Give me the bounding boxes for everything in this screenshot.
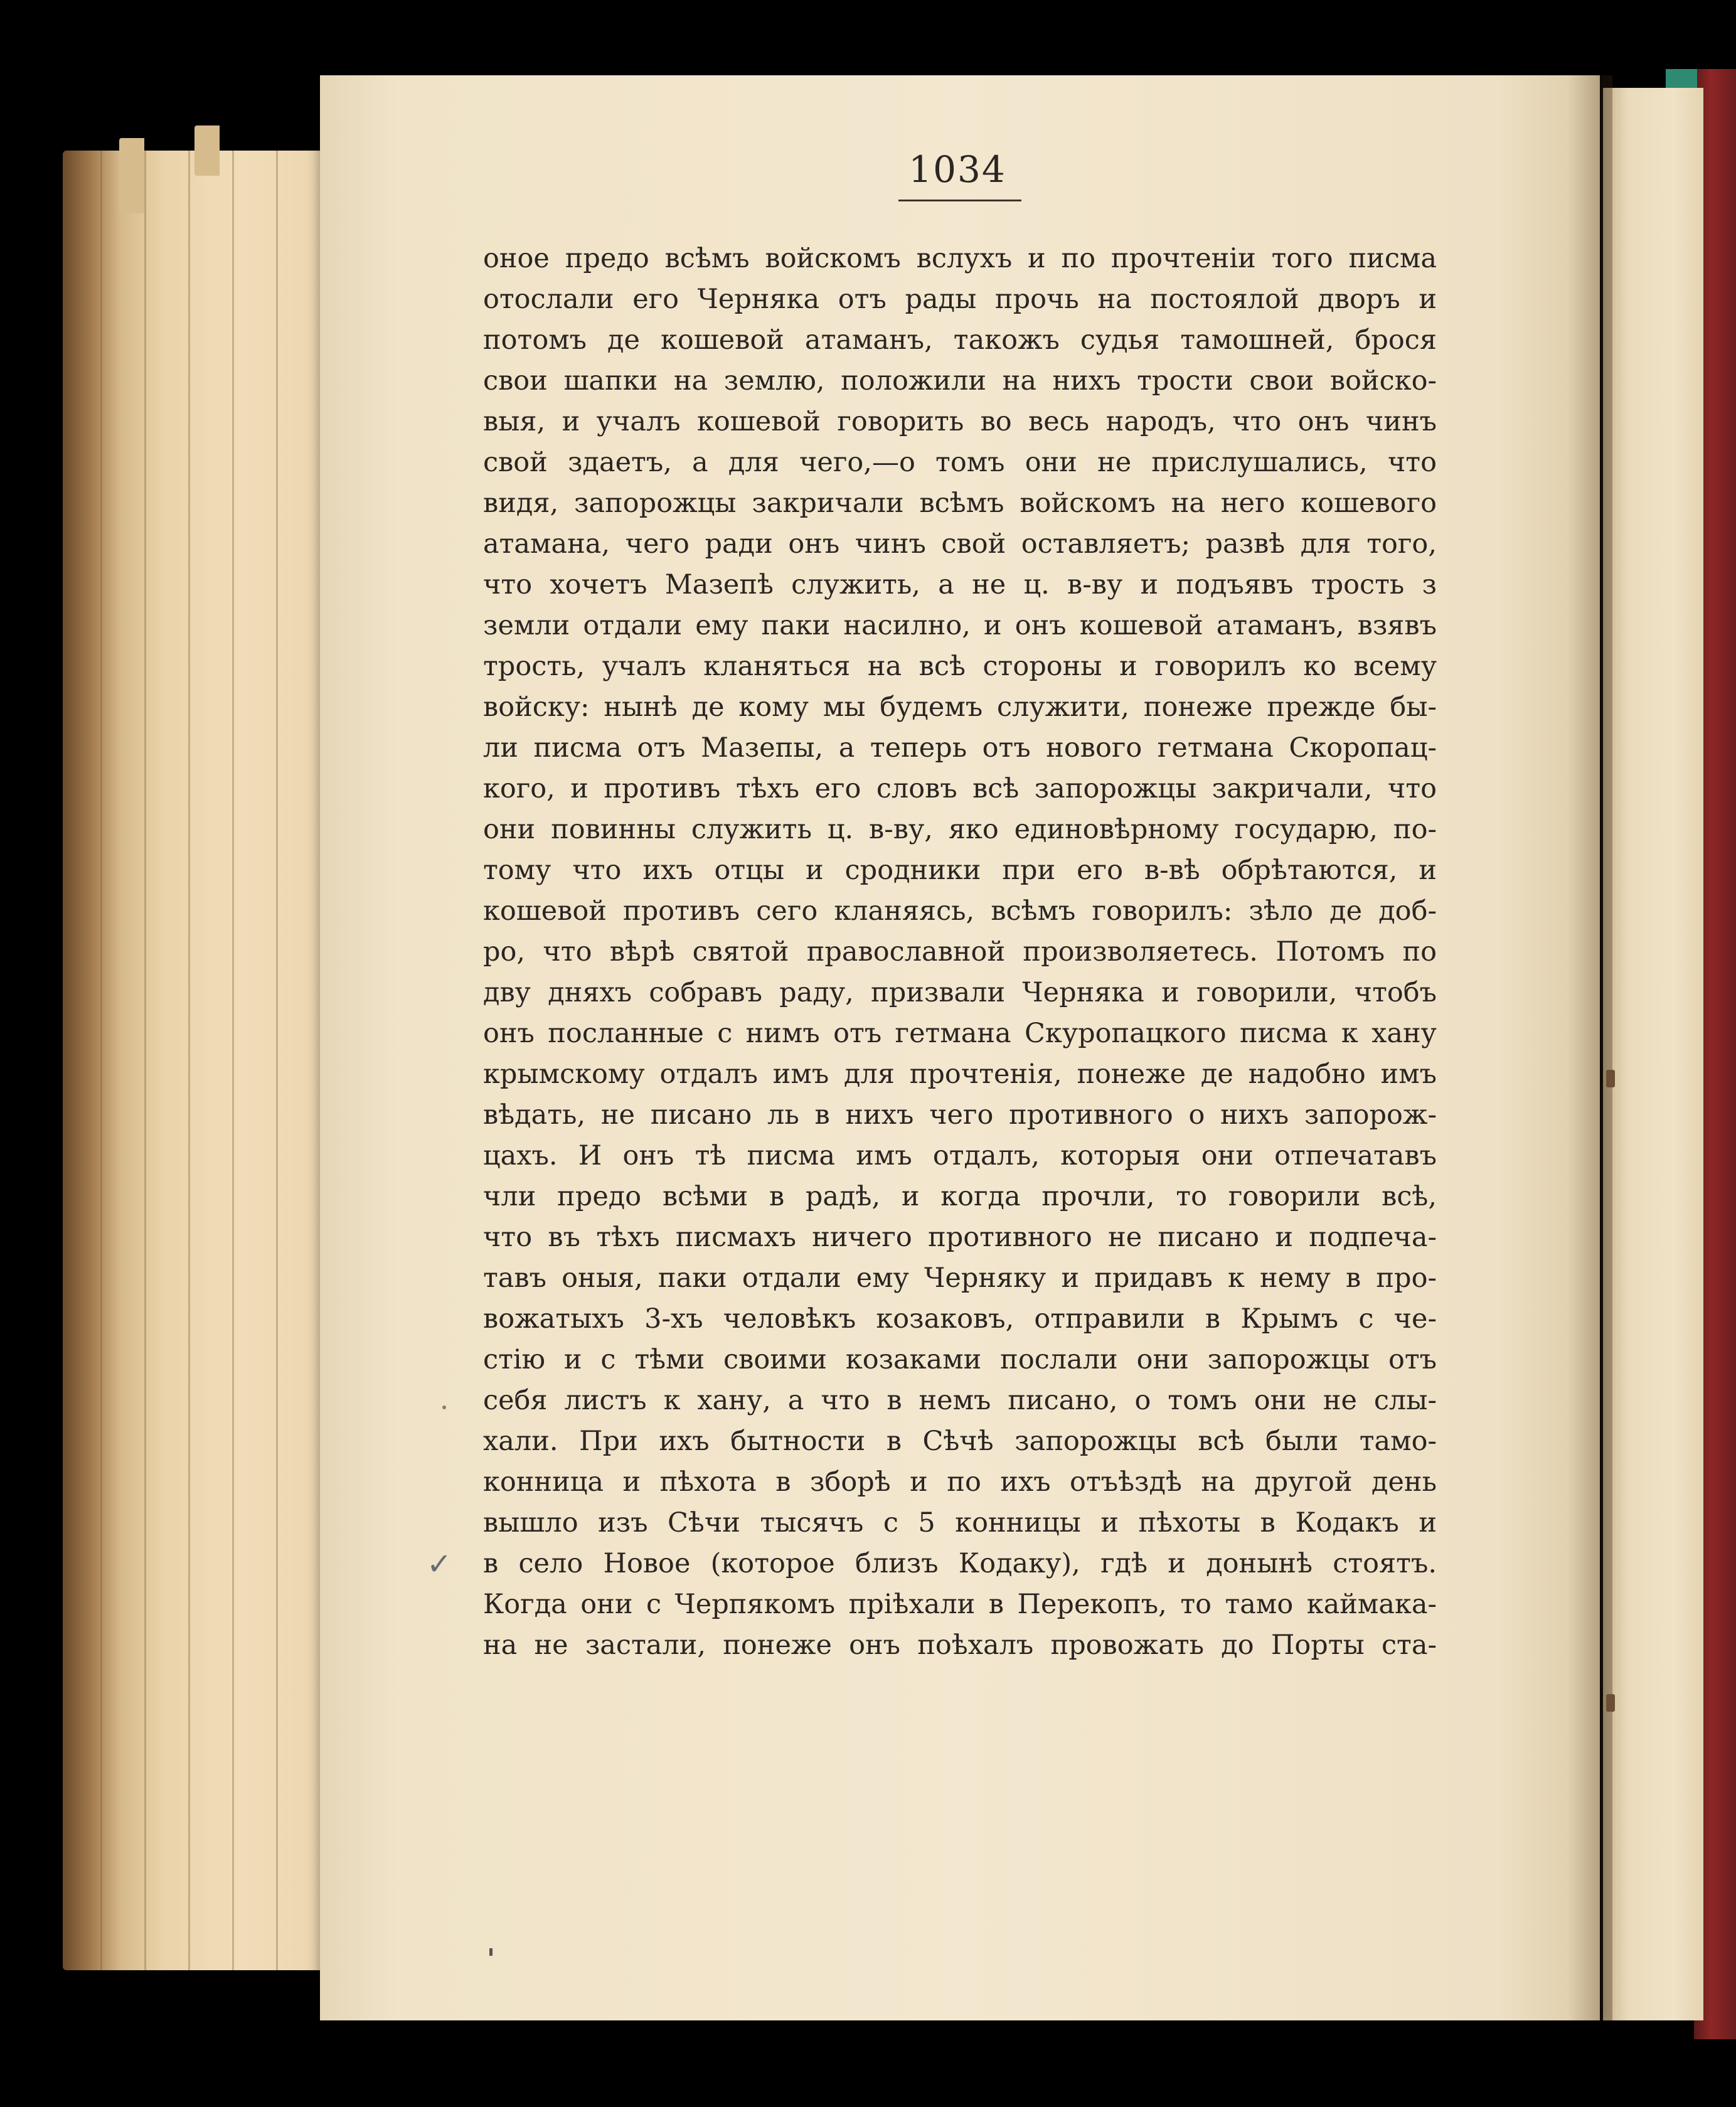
- page-number-rule: [898, 200, 1021, 201]
- text-line: отослали его Черняка отъ рады прочь на постоялой дворъ и: [483, 284, 1437, 315]
- text-line: себя листъ к хану, а что в немъ писано, о томъ они не слы-: [483, 1385, 1437, 1416]
- page-text: [483, 238, 1437, 1666]
- text-line: свои шапки на землю, положили на нихъ трости свои войско-: [483, 365, 1437, 397]
- text-line: трость, учалъ кланяться на всѣ стороны и говорилъ ко всему: [483, 651, 1437, 682]
- text-line: вожатыхъ 3-хъ человѣкъ козаковъ, отправили в Крымъ с че-: [483, 1303, 1437, 1335]
- text-line: конница и пѣхота в зборѣ и по ихъ отъѣздѣ на другой день: [483, 1466, 1437, 1498]
- text-line: чли предо всѣми в радѣ, и когда прочли, то говорили всѣ,: [483, 1181, 1437, 1212]
- text-line: цахъ. И онъ тѣ писма имъ отдалъ, которыя они отпечатавъ: [483, 1140, 1437, 1171]
- page-number: 1034: [908, 148, 1006, 191]
- text-line: кошевой противъ сего кланяясь, всѣмъ говорилъ: зѣло де доб-: [483, 895, 1437, 927]
- text-line: хали. При ихъ бытности в Сѣчѣ запорожцы всѣ были тамо-: [483, 1426, 1437, 1457]
- facing-page: [1603, 88, 1703, 2020]
- text-line: оное предо всѣмъ войскомъ вслухъ и по прочтеніи того писма: [483, 243, 1437, 274]
- ink-dot: [442, 1406, 446, 1409]
- text-line: атамана, чего ради онъ чинъ свой оставляетъ; развѣ для того,: [483, 528, 1437, 560]
- ink-mark: [489, 1948, 493, 1956]
- text-line: кого, и противъ тѣхъ его словъ всѣ запорожцы закричали, что: [483, 773, 1437, 804]
- text-line: потомъ де кошевой атаманъ, такожъ судья тамошней, брося: [483, 324, 1437, 356]
- text-line: тому что ихъ отцы и сродники при его в-вѣ обрѣтаются, и: [483, 855, 1437, 886]
- clip-mark: [1606, 1694, 1615, 1712]
- text-line: в село Новое (которое близъ Кодаку), гдѣ и донынѣ стоятъ.: [483, 1548, 1437, 1579]
- text-line: что въ тѣхъ писмахъ ничего противного не писано и подпеча-: [483, 1222, 1437, 1253]
- text-line: на не застали, понеже онъ поѣхалъ провожать до Порты ста-: [483, 1630, 1437, 1661]
- text-line: тавъ оныя, паки отдали ему Черняку и придавъ к нему в про-: [483, 1262, 1437, 1294]
- gutter-shadow: [1568, 75, 1612, 2020]
- text-line: свой здаетъ, а для чего,—о томъ они не прислушались, что: [483, 447, 1437, 478]
- text-line: войску: нынѣ де кому мы будемъ служити, понеже прежде бы-: [483, 691, 1437, 723]
- text-line: онъ посланные с нимъ отъ гетмана Скуропацкого писма к хану: [483, 1018, 1437, 1049]
- text-line: вѣдать, не писано ль в нихъ чего противного о нихъ запорож-: [483, 1099, 1437, 1131]
- page-edge-tab: [194, 125, 220, 176]
- text-line: дву дняхъ собравъ раду, призвали Черняка и говорили, чтобъ: [483, 977, 1437, 1008]
- text-line: выя, и учалъ кошевой говорить во весь народъ, что онъ чинъ: [483, 406, 1437, 437]
- text-line: ли писма отъ Мазепы, а теперь отъ нового гетмана Скоропац-: [483, 732, 1437, 764]
- text-line: они повинны служить ц. в-ву, яко единовѣрному государю, по-: [483, 814, 1437, 845]
- text-line: земли отдали ему паки насилно, и онъ кошевой атаманъ, взявъ: [483, 610, 1437, 641]
- page-edge-tab: [119, 138, 144, 213]
- text-line: Когда они с Черпякомъ пріѣхали в Перекопъ, то тамо каймака-: [483, 1589, 1437, 1620]
- text-line: вышло изъ Сѣчи тысячъ с 5 конницы и пѣхоты в Кодакъ и: [483, 1507, 1437, 1539]
- checkmark-icon: ✓: [427, 1547, 452, 1582]
- text-line: видя, запорожцы закричали всѣмъ войскомъ на него кошевого: [483, 488, 1437, 519]
- text-line: что хочетъ Мазепѣ служить, а не ц. в-ву и подъявъ трость з: [483, 569, 1437, 600]
- text-line: ро, что вѣрѣ святой православной произволяетесь. Потомъ по: [483, 936, 1437, 968]
- text-line: крымскому отдалъ имъ для прочтенія, понеже де надобно имъ: [483, 1059, 1437, 1090]
- text-line: стію и с тѣми своими козаками послали они запорожцы отъ: [483, 1344, 1437, 1375]
- book-page-edges: [63, 151, 351, 1970]
- clip-mark: [1606, 1070, 1615, 1087]
